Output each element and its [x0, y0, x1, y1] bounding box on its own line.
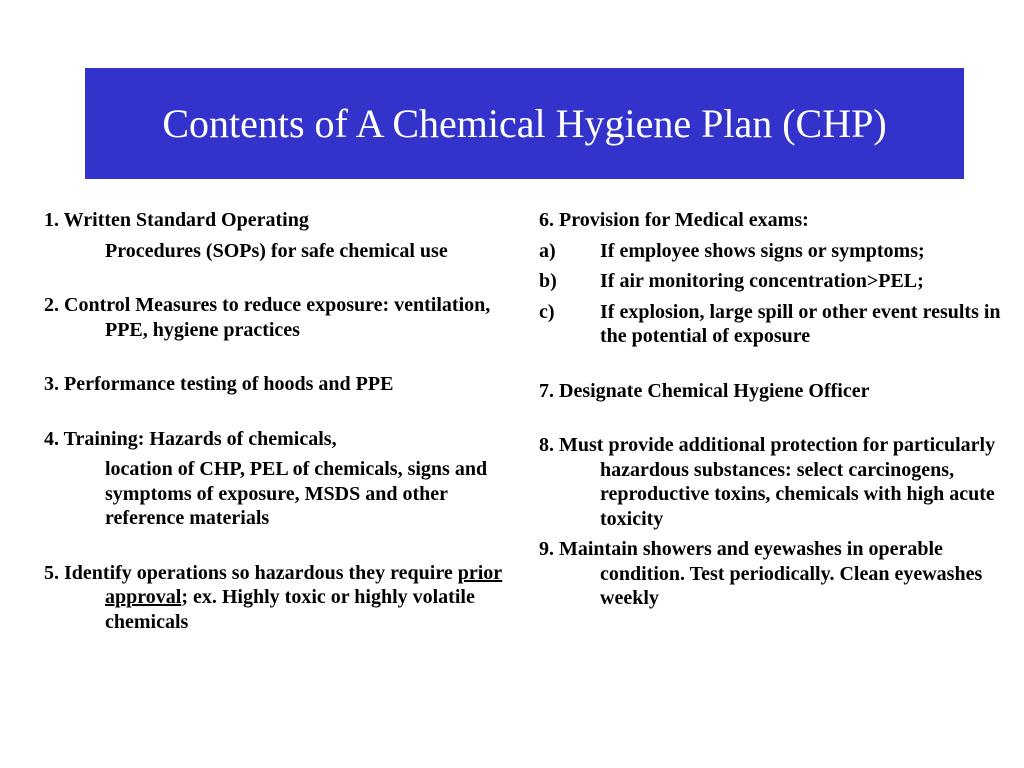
sub-item-a	[539, 239, 1014, 264]
sub-item-b-label: b)	[539, 270, 557, 292]
item-5	[44, 561, 514, 635]
prior-approval-text: prior approval	[105, 561, 503, 608]
item-4-heading: 4. Training: Hazards of chemicals,	[44, 427, 337, 450]
sub-item-b-text: If air monitoring concentration>PEL;	[600, 270, 924, 292]
sub-item-b	[539, 269, 1014, 294]
item-9: 9. Maintain showers and eyewashes in operable condition. Test periodically. Clean eyewashes weekly	[539, 538, 983, 609]
left-column	[44, 208, 514, 634]
item-7: 7. Designate Chemical Hygiene Officer	[539, 379, 870, 402]
item-2: 2. Control Measures to reduce exposure: ventilation, PPE, hygiene practices	[44, 294, 491, 341]
item-5-text-start: 5. Identify operations so hazardous they require	[44, 561, 453, 584]
item-4-detail: location of CHP, PEL of chemicals, signs and symptoms of exposure, MSDS and other reference materials	[105, 458, 488, 529]
sub-item-a-label: a)	[539, 239, 556, 262]
item-1-heading: 1. Written Standard Operating	[44, 209, 309, 231]
sub-item-c-text: If explosion, large spill or other event results in the potential of exposure	[600, 300, 1001, 347]
sub-item-a-text: If employee shows signs or symptoms;	[600, 239, 925, 262]
item-1-detail: Procedures (SOPs) for safe chemical use	[105, 239, 448, 262]
item-8: 8. Must provide additional protection for particularly hazardous substances: select carcinogens, reproductive toxins, chemicals with high acute toxicity	[539, 434, 996, 530]
item-6: 6. Provision for Medical exams:	[539, 209, 809, 231]
slide-title: Contents of A Chemical Hygiene Plan (CHP)	[162, 101, 887, 146]
item-5-text-end: ; ex. Highly toxic or highly volatile chemicals	[105, 586, 475, 633]
item-3: 3. Performance testing of hoods and PPE	[44, 373, 394, 395]
sub-item-c-label: c)	[539, 300, 555, 323]
title-banner	[85, 68, 964, 179]
right-column	[539, 208, 1014, 611]
sub-item-c	[539, 300, 1014, 349]
